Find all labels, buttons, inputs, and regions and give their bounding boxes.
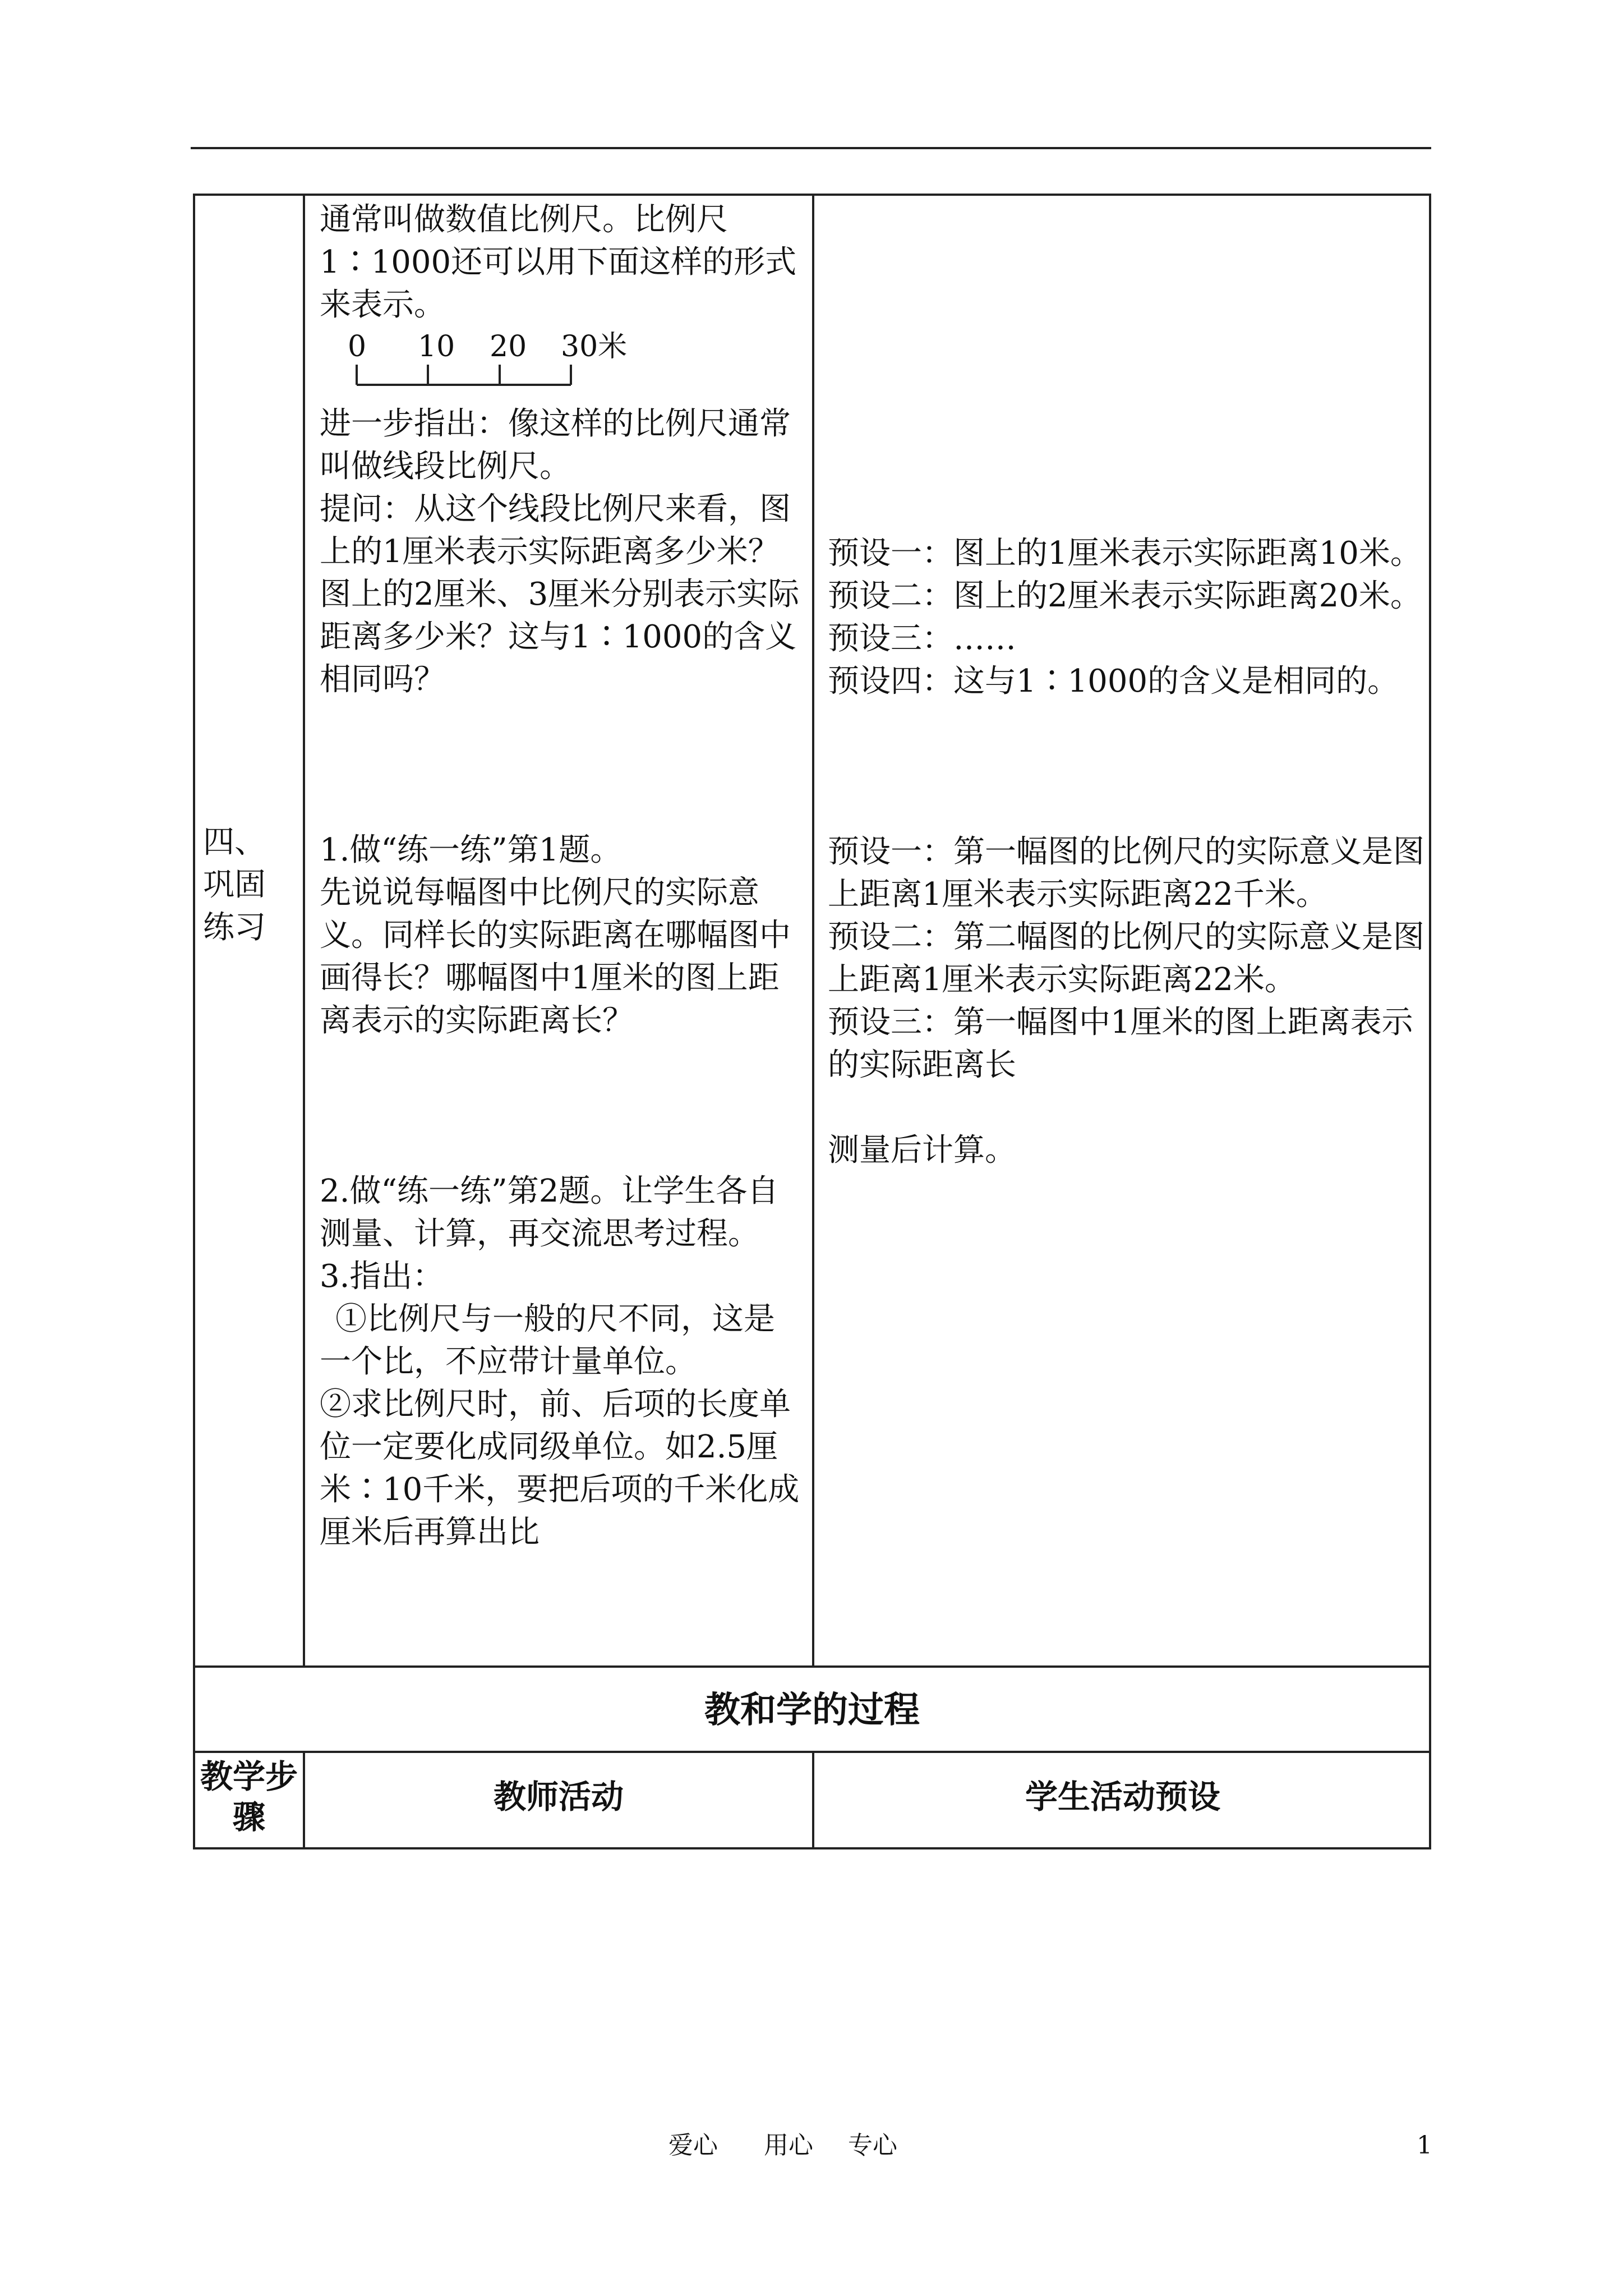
line-segment-scale — [320, 330, 802, 397]
teacher-point-1: ①比例尺与一般的尺不同，这是一个比，不应带计量单位。 — [320, 1301, 775, 1380]
ruler-tick-label: 30米 — [561, 330, 628, 364]
header-teacher: 教师活动 — [493, 1778, 624, 1816]
student-preset-b2: 预设二：第二幅图的比例尺的实际意义是图上距离1厘米表示实际距离22米。 — [828, 919, 1424, 998]
teacher-text-line-scale: 进一步指出：像这样的比例尺通常叫做线段比例尺。 — [320, 406, 791, 485]
student-preset-a4: 预设四：这与1∶1000的含义是相同的。 — [828, 663, 1399, 700]
student-preset-a1: 预设一：图上的1厘米表示实际距离10米。 — [828, 535, 1422, 572]
teacher-exercise-1-detail: 先说说每幅图中比例尺的实际意义。同样长的实际距离在哪幅图中画得长？哪幅图中1厘米的图上距离表示的实际距离长？ — [320, 875, 791, 1039]
student-measure: 测量后计算。 — [828, 1132, 1016, 1168]
teacher-exercise-2: 2.做“练一练”第2题。让学生各自测量、计算，再交流思考过程。 — [320, 1173, 779, 1252]
col-divider-1 — [303, 196, 305, 1665]
ruler-tick-label: 0 — [348, 330, 367, 364]
header-step: 教学步骤 — [200, 1757, 298, 1836]
student-preset-b1: 预设一：第一幅图的比例尺的实际意义是图上距离1厘米表示实际距离22千米。 — [828, 834, 1424, 913]
student-preset-a2: 预设二：图上的2厘米表示实际距离20米。 — [828, 578, 1422, 614]
footer-right: 专心 — [848, 2131, 897, 2160]
teacher-point-2: ②求比例尺时，前、后项的长度单位一定要化成同级单位。如2.5厘米∶10千米，要把后项的千米化成厘米后再算出比 — [320, 1386, 800, 1550]
ruler-tick-label: 10 — [418, 330, 455, 364]
step-cell — [203, 821, 293, 949]
teacher-text-numeric-scale: 通常叫做数值比例尺。比例尺1∶1000还可以用下面这样的形式来表示。 — [320, 201, 797, 323]
teacher-point-out: 3.指出： — [320, 1258, 444, 1295]
teacher-exercise-1: 1.做“练一练”第1题。 — [320, 832, 622, 868]
student-preset-b3: 预设三：第一幅图中1厘米的图上距离表示的实际距离长 — [828, 1004, 1413, 1083]
ruler-line — [320, 359, 611, 393]
section-title: 教和学的过程 — [704, 1690, 920, 1731]
col-divider-2 — [812, 196, 814, 1665]
footer-left: 爱心 — [668, 2131, 718, 2160]
step-label: 四、巩固练习 — [203, 824, 266, 946]
header-rule — [191, 147, 1431, 149]
lesson-table — [193, 194, 1431, 1849]
page-number: 1 — [1417, 2131, 1432, 2160]
student-preset-a3: 预设三：…… — [828, 620, 1016, 657]
footer-middle: 用心 — [764, 2131, 813, 2160]
header-student: 学生活动预设 — [1025, 1778, 1220, 1816]
student-activity-cell — [828, 532, 1428, 1172]
ruler-tick-label: 20 — [490, 330, 527, 364]
teacher-activity-cell — [320, 199, 802, 1554]
row-divider-1 — [195, 1665, 1429, 1668]
teacher-question: 提问：从这个线段比例尺来看，图上的1厘米表示实际距离多少米？图上的2厘米、3厘米分别表示实际距离多少米？这与1∶1000的含义相同吗？ — [320, 491, 800, 698]
